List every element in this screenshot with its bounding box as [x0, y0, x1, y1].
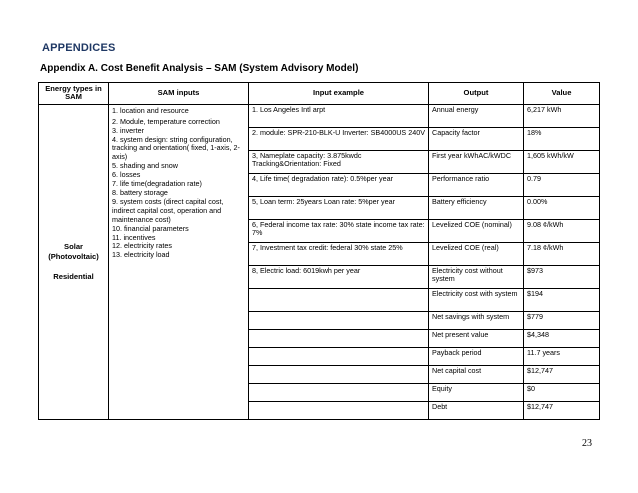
value-cell: 1,605 kWh/kW: [524, 150, 600, 173]
energy-type-residential: Residential: [53, 271, 94, 281]
output-cell: Capacity factor: [429, 127, 524, 150]
sam-input-item: 12. electricity rates: [112, 241, 172, 251]
input-example-cell: [249, 311, 429, 329]
output-cell: Performance ratio: [429, 173, 524, 196]
header-output: Output: [429, 83, 524, 105]
output-cell: Levelized COE (real): [429, 242, 524, 265]
sam-input-item: 6. losses: [112, 170, 141, 180]
input-example-cell: 6, Federal income tax rate: 30% state income tax rate: 7%: [249, 219, 429, 242]
input-example-cell: 7, Investment tax credit: federal 30% state 25%: [249, 242, 429, 265]
table-header-row: [39, 83, 600, 105]
output-cell: Electricity cost without system: [429, 265, 524, 288]
input-example-cell: [249, 401, 429, 419]
sam-input-item: 8. battery storage: [112, 187, 168, 197]
value-cell: $12,747: [524, 365, 600, 383]
page-number: 23: [582, 438, 592, 449]
value-cell: $779: [524, 311, 600, 329]
energy-type-solar: Solar: [64, 241, 83, 251]
sam-input-item: 4. system design: string configuration, tracking and orientation( fixed, 1-axis, 2-axis): [112, 134, 240, 162]
value-cell: 11.7 years: [524, 347, 600, 365]
cost-benefit-table: [38, 82, 600, 420]
input-example-cell: [249, 288, 429, 311]
output-cell: First year kWhAC/kWDC: [429, 150, 524, 173]
value-cell: $12,747: [524, 401, 600, 419]
value-cell: 0.00%: [524, 196, 600, 219]
sam-input-item: 9. system costs (direct capital cost, indirect capital cost, operation and maintenance cost): [112, 196, 224, 224]
output-cell: Net present value: [429, 329, 524, 347]
value-cell: 18%: [524, 127, 600, 150]
value-cell: 6,217 kWh: [524, 104, 600, 127]
value-cell: $973: [524, 265, 600, 288]
sam-input-item: 5. shading and snow: [112, 161, 178, 171]
sam-input-item: 2. Module, temperature correction: [112, 116, 220, 126]
sam-input-item: 11. incentives: [112, 232, 156, 242]
header-input-example: Input example: [249, 83, 429, 105]
input-example-cell: 1. Los Angeles Intl arpt: [249, 104, 429, 127]
header-value: Value: [524, 83, 600, 105]
output-cell: Net capital cost: [429, 365, 524, 383]
appendix-a-title: Appendix A. Cost Benefit Analysis – SAM (System Advisory Model): [40, 63, 359, 74]
value-cell: 7.18 ¢/kWh: [524, 242, 600, 265]
sam-input-item: 1. location and resource: [112, 105, 189, 115]
table-row: [39, 104, 600, 127]
value-cell: 0.79: [524, 173, 600, 196]
energy-type-photovoltaic: (Photovoltaic): [48, 251, 99, 261]
input-example-cell: [249, 329, 429, 347]
header-energy-types: Energy types in SAM: [39, 83, 109, 105]
input-example-cell: [249, 347, 429, 365]
sam-input-item: 3. inverter: [112, 125, 144, 135]
input-example-cell: [249, 365, 429, 383]
output-cell: Net savings with system: [429, 311, 524, 329]
appendices-heading: APPENDICES: [42, 42, 116, 54]
sam-input-item: 13. electricity load: [112, 250, 170, 260]
output-cell: Payback period: [429, 347, 524, 365]
input-example-cell: [249, 383, 429, 401]
input-example-cell: 5, Loan term: 25years Loan rate: 5%per year: [249, 196, 429, 219]
output-cell: Debt: [429, 401, 524, 419]
output-cell: Levelized COE (nominal): [429, 219, 524, 242]
output-cell: Annual energy: [429, 104, 524, 127]
input-example-cell: 2. module: SPR-210-BLK-U Inverter: SB4000US 240V: [249, 127, 429, 150]
input-example-cell: 4, Life time( degradation rate): 0.5%per year: [249, 173, 429, 196]
value-cell: $194: [524, 288, 600, 311]
output-cell: Equity: [429, 383, 524, 401]
sam-input-item: 10. financial parameters: [112, 223, 189, 233]
output-cell: Electricity cost with system: [429, 288, 524, 311]
value-cell: $0: [524, 383, 600, 401]
value-cell: 9.08 ¢/kWh: [524, 219, 600, 242]
input-example-cell: 8, Electric load: 6019kwh per year: [249, 265, 429, 288]
value-cell: $4,348: [524, 329, 600, 347]
sam-inputs-cell: [109, 104, 249, 419]
sam-input-item: 7. life time(degradation rate): [112, 179, 202, 189]
output-cell: Battery efficiency: [429, 196, 524, 219]
header-sam-inputs: SAM inputs: [109, 83, 249, 105]
input-example-cell: 3, Nameplate capacity: 3.875kwdc Tracking&Orientation: Fixed: [249, 150, 429, 173]
energy-type-cell: [39, 104, 109, 419]
